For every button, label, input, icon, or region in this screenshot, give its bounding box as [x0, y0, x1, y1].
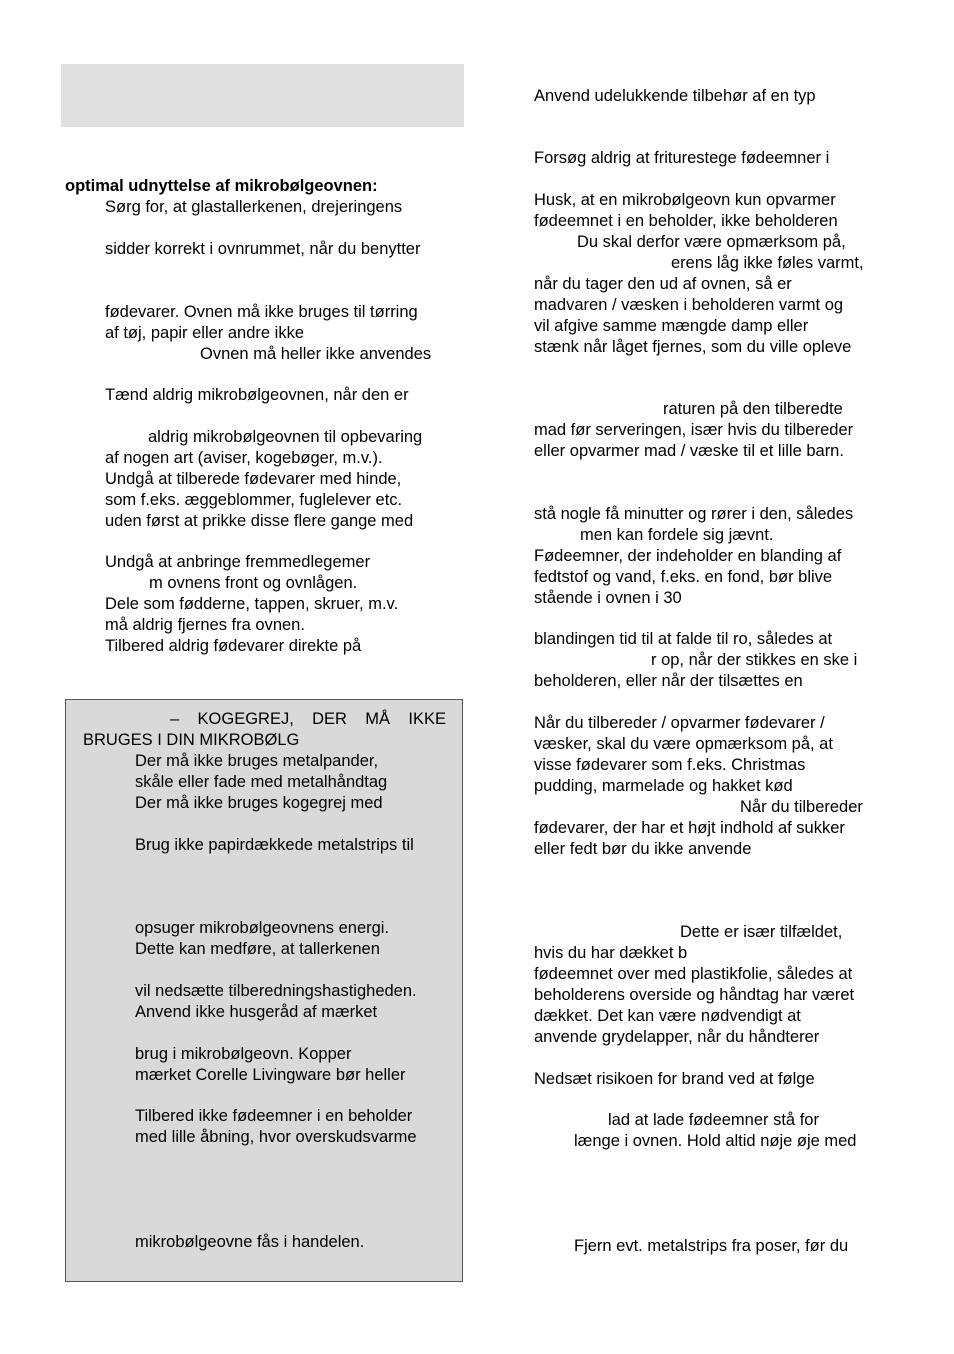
left-line: Undgå at tilberede fødevarer med hinde, [105, 470, 402, 488]
left-line: aldrig mikrobølgeovnen til opbevaring [148, 428, 423, 446]
warning-line: opsuger mikrobølgeovnens energi. [135, 919, 390, 937]
right-line: Husk, at en mikrobølgeovn kun opvarmer [534, 191, 836, 209]
right-line: fødevarer, der har et højt indhold af sukker [534, 819, 845, 837]
warning-line: Der må ikke bruges metalpander, [135, 752, 379, 770]
left-line: af nogen art (aviser, kogebøger, m.v.). [105, 449, 383, 467]
right-line: hvis du har dækket b [534, 944, 688, 962]
left-line: uden først at prikke disse flere gange med [105, 512, 414, 530]
warning-line: med lille åbning, hvor overskudsvarme [135, 1128, 417, 1146]
right-line: stænk når låget fjernes, som du ville opleve [534, 338, 852, 356]
right-line: men kan fordele sig jævnt. [580, 526, 774, 544]
warning-line: mærket Corelle Livingware bør heller [135, 1066, 406, 1084]
right-line: stå nogle få minutter og rører i den, således [534, 505, 854, 523]
right-line: r op, når der stikkes en ske i [651, 651, 858, 669]
right-line: vil afgive samme mængde damp eller [534, 317, 809, 335]
right-line: erens låg ikke føles varmt, [671, 254, 864, 272]
right-line: længe i ovnen. Hold altid nøje øje med [574, 1132, 857, 1150]
warning-line: Anvend ikke husgeråd af mærket [135, 1003, 378, 1021]
right-line: raturen på den tilberedte [663, 400, 843, 418]
left-line: fødevarer. Ovnen må ikke bruges til tørring [105, 303, 418, 321]
left-heading: optimal udnyttelse af mikrobølgeovnen: [65, 177, 378, 195]
warning-line: brug i mikrobølgeovn. Kopper [135, 1045, 352, 1063]
right-line: eller opvarmer mad / væske til et lille barn. [534, 442, 844, 460]
right-line: Fødeemner, der indeholder en blanding af [534, 547, 842, 565]
right-line: Forsøg aldrig at friturestege fødeemner i [534, 149, 830, 167]
right-line: beholderen, eller når der tilsættes en [534, 672, 803, 690]
left-line: Tilbered aldrig fødevarer direkte på [105, 637, 362, 655]
left-line: som f.eks. æggeblommer, fuglelever etc. [105, 491, 403, 509]
left-line: Undgå at anbringe fremmedlegemer [105, 553, 371, 571]
left-line: Dele som fødderne, tappen, skruer, m.v. [105, 595, 399, 613]
right-line: fedtstof og vand, f.eks. en fond, bør blive [534, 568, 833, 586]
warning-line: Brug ikke papirdækkede metalstrips til [135, 836, 414, 854]
right-line: mad før serveringen, især hvis du tilbereder [534, 421, 854, 439]
right-line: Dette er især tilfældet, [680, 923, 843, 941]
warning-line: Der må ikke bruges kogegrej med [135, 794, 383, 812]
right-line: Når du tilbereder / opvarmer fødevarer / [534, 714, 825, 732]
warning-line: mikrobølgeovne fås i handelen. [135, 1233, 365, 1251]
right-line: madvaren / væsken i beholderen varmt og [534, 296, 844, 314]
left-line: af tøj, papir eller andre ikke [105, 324, 305, 342]
warning-title: BRUGES I DIN MIKROBØLG [83, 731, 300, 749]
right-line: Fjern evt. metalstrips fra poser, før du [574, 1237, 849, 1255]
warning-title: – KOGEGREJ, DER MÅ IKKE [170, 710, 446, 728]
right-line: Anvend udelukkende tilbehør af en typ [534, 87, 816, 105]
left-line: m ovnens front og ovnlågen. [149, 574, 358, 592]
left-line: Tænd aldrig mikrobølgeovnen, når den er [105, 386, 409, 404]
right-line: blandingen tid til at falde til ro, således at [534, 630, 833, 648]
warning-line: skåle eller fade med metalhåndtag [135, 773, 388, 791]
left-line: Ovnen må heller ikke anvendes [200, 345, 432, 363]
right-line: eller fedt bør du ikke anvende [534, 840, 752, 858]
right-line: fødeemnet over med plastikfolie, således at [534, 965, 853, 983]
right-line: væsker, skal du være opmærksom på, at [534, 735, 833, 753]
right-line: stående i ovnen i 30 [534, 589, 682, 607]
right-line: Nedsæt risikoen for brand ved at følge [534, 1070, 815, 1088]
left-line: må aldrig fjernes fra ovnen. [105, 616, 305, 634]
right-line: dækket. Det kan være nødvendigt at [534, 1007, 801, 1025]
right-line: når du tager den ud af ovnen, så er [534, 275, 792, 293]
right-line: pudding, marmelade og hakket kød [534, 777, 793, 795]
right-line: Når du tilbereder [740, 798, 863, 816]
warning-line: vil nedsætte tilberedningshastigheden. [135, 982, 417, 1000]
right-line: beholderens overside og håndtag har været [534, 986, 855, 1004]
left-line: sidder korrekt i ovnrummet, når du benytter [105, 240, 421, 258]
right-line: lad at lade fødeemner stå for [608, 1111, 819, 1129]
right-line: anvende grydelapper, når du håndterer [534, 1028, 820, 1046]
right-line: Du skal derfor være opmærksom på, [577, 233, 846, 251]
warning-line: Tilbered ikke fødeemner i en beholder [135, 1107, 413, 1125]
right-line: fødeemnet i en beholder, ikke beholderen [534, 212, 838, 230]
section-header-box [61, 64, 464, 127]
right-line: visse fødevarer som f.eks. Christmas [534, 756, 806, 774]
left-line: Sørg for, at glastallerkenen, drejeringens [105, 198, 403, 216]
warning-line: Dette kan medføre, at tallerkenen [135, 940, 380, 958]
